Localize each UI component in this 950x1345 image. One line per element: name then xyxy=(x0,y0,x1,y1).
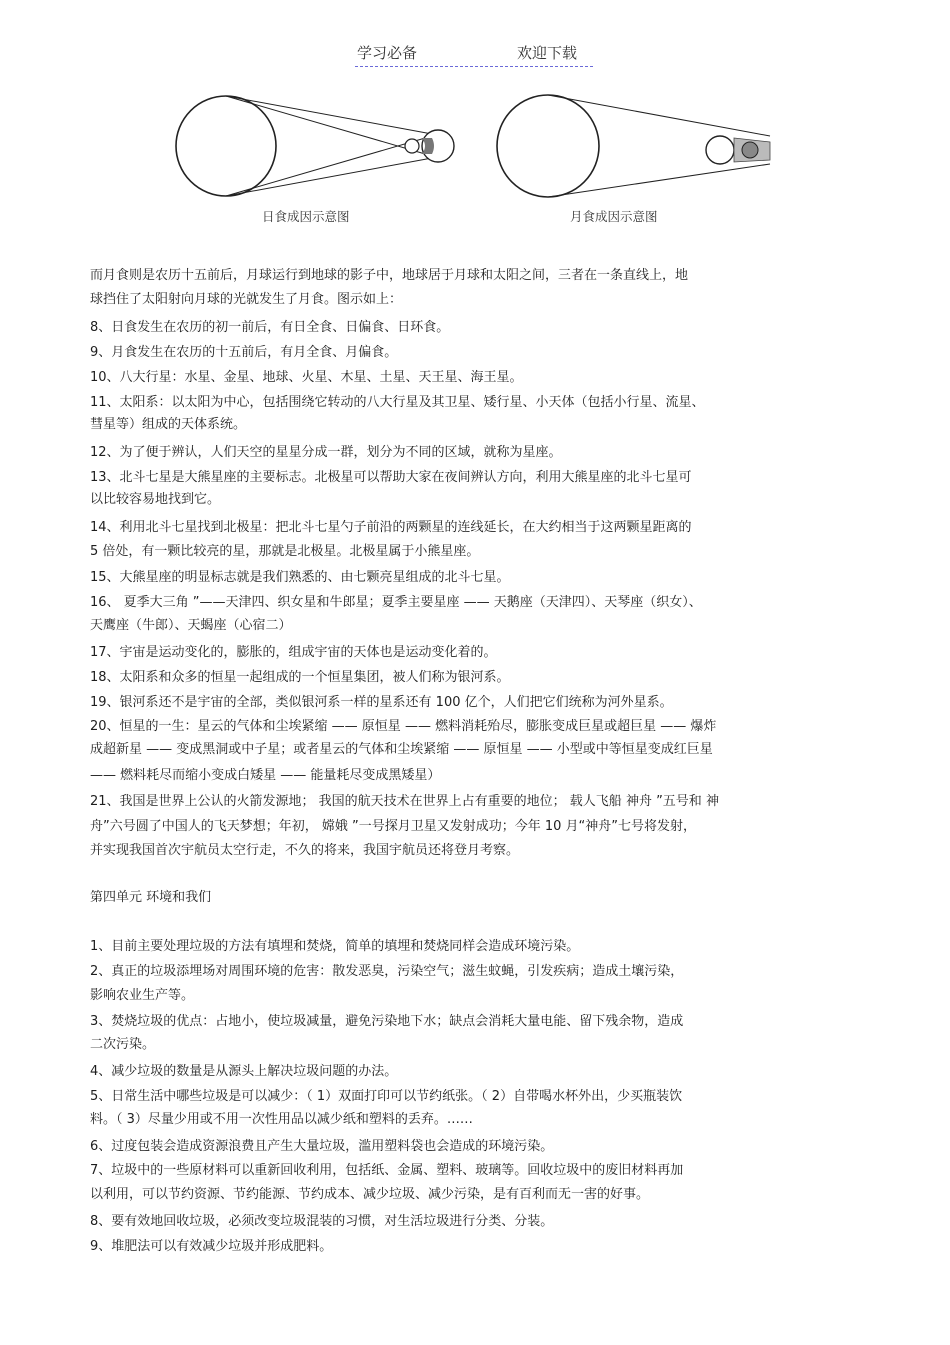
text-line: 15、大熊星座的明显标志就是我们熟悉的、由七颗亮星组成的北斗七星。 xyxy=(90,570,510,585)
solar-eclipse-diagram xyxy=(170,92,470,212)
ray-line xyxy=(226,96,432,134)
sun-shape xyxy=(497,95,599,197)
text-line: 10、八大行星：水星、金星、地球、火星、木星、土星、天王星、海王星。 xyxy=(90,370,523,385)
text-line: 5 倍处，有一颗比较亮的星，那就是北极星。北极星属于小熊星座。 xyxy=(90,544,480,559)
text-line: 4、减少垃圾的数量是从源头上解决垃圾问题的办法。 xyxy=(90,1064,398,1079)
text-line: 彗星等）组成的天体系统。 xyxy=(90,417,247,432)
text-line: 11、太阳系：以太阳为中心，包括围绕它转动的八大行星及其卫星、矮行星、小天体（包括小行星、流星、 xyxy=(90,395,705,410)
solar-eclipse-caption: 日食成因示意图 xyxy=(262,209,350,224)
text-line: 16、 夏季大三角 ”——天津四、织女星和牛郎星；夏季主要星座 —— 天鹅座（天津四）、天琴座（织女）、 xyxy=(90,595,702,610)
text-line: 料。（ 3）尽量少用或不用一次性用品以减少纸和塑料的丢弃。…… xyxy=(90,1112,473,1127)
text-line: 20、恒星的一生：星云的气体和尘埃紧缩 —— 原恒星 —— 燃料消耗殆尽，膨胀变成巨星或超巨星 —— 爆炸 xyxy=(90,719,717,734)
text-line: 6、过度包装会造成资源浪费且产生大量垃圾，滥用塑料袋也会造成的环境污染。 xyxy=(90,1139,554,1154)
text-line: 7、垃圾中的一些原材料可以重新回收利用，包括纸、金属、塑料、玻璃等。回收垃圾中的废旧材料再加 xyxy=(90,1163,684,1178)
text-line: 5、日常生活中哪些垃圾是可以减少：（ 1）双面打印可以节约纸张。（ 2）自带喝水杯外出，少买瓶装饮 xyxy=(90,1089,683,1104)
text-line: 以利用，可以节约资源、节约能源、节约成本、减少垃圾、减少污染，是有百利而无一害的好事。 xyxy=(90,1187,650,1202)
text-line: 1、目前主要处理垃圾的方法有填埋和焚烧，简单的填埋和焚烧同样会造成环境污染。 xyxy=(90,939,580,954)
ray-line xyxy=(226,136,432,196)
text-line: 19、银河系还不是宇宙的全部，类似银河系一样的星系还有 100 亿个，人们把它们统称为河外星系。 xyxy=(90,695,673,710)
text-line: 13、北斗七星是大熊星座的主要标志。北极星可以帮助大家在夜间辨认方向，利用大熊星座的北斗七星可 xyxy=(90,470,692,485)
text-line: 成超新星 —— 变成黑洞或中子星；或者星云的气体和尘埃紧缩 —— 原恒星 —— 小型或中等恒星变成红巨星 xyxy=(90,742,713,757)
text-line: 以比较容易地找到它。 xyxy=(90,492,221,507)
moon-shape xyxy=(742,142,758,158)
ray-line xyxy=(548,164,770,197)
ray-line xyxy=(226,158,432,196)
text-line: 9、月食发生在农历的十五前后，有月全食、月偏食。 xyxy=(90,345,398,360)
lunar-eclipse-caption: 月食成因示意图 xyxy=(570,209,658,224)
ray-line xyxy=(548,95,770,136)
text-line: 18、太阳系和众多的恒星一起组成的一个恒星集团，被人们称为银河系。 xyxy=(90,670,510,685)
section-heading: 第四单元 环境和我们 xyxy=(90,890,212,905)
ray-line xyxy=(226,96,432,156)
header-right-text: 欢迎下载 xyxy=(517,44,578,62)
text-line: 9、堆肥法可以有效减少垃圾并形成肥料。 xyxy=(90,1239,333,1254)
text-line: 8、要有效地回收垃圾，必须改变垃圾混装的习惯，对生活垃圾进行分类、分装。 xyxy=(90,1214,554,1229)
text-line: 8、日食发生在农历的初一前后，有日全食、日偏食、日环食。 xyxy=(90,320,450,335)
text-line: 12、为了便于辨认，人们天空的星星分成一群，划分为不同的区域，就称为星座。 xyxy=(90,445,562,460)
text-line: 14、利用北斗七星找到北极星：把北斗七星勺子前沿的两颗星的连线延长，在大约相当于这两颗星距离的 xyxy=(90,520,692,535)
text-line: 舟”六号圆了中国人的飞天梦想；年初， 嫦娥 ”一号探月卫星又发射成功；今年 10 月“神舟”七号将发射， xyxy=(90,819,697,834)
text-line: 21、我国是世界上公认的火箭发源地； 我国的航天技术在世界上占有重要的地位； 载人飞船 神舟 ”五号和 神 xyxy=(90,794,719,809)
header-left-text: 学习必备 xyxy=(357,44,418,62)
text-line: 天鹰座（牛郎）、天蝎座（心宿二） xyxy=(90,618,292,633)
text-line: 2、真正的垃圾添埋场对周围环境的危害：散发恶臭，污染空气；滋生蚊蝇，引发疾病；造成土壤污染， xyxy=(90,964,684,979)
lunar-eclipse-diagram xyxy=(492,92,782,212)
page-header xyxy=(355,42,593,67)
earth-shape xyxy=(706,136,734,164)
text-line: 二次污染。 xyxy=(90,1037,156,1052)
text-line: —— 燃料耗尽而缩小变成白矮星 —— 能量耗尽变成黑矮星） xyxy=(90,768,441,783)
text-line: 而月食则是农历十五前后，月球运行到地球的影子中，地球居于月球和太阳之间，三者在一条直线上，地 xyxy=(90,268,689,283)
sun-shape xyxy=(176,96,276,196)
text-line: 并实现我国首次宇航员太空行走，不久的将来，我国宇航员还将登月考察。 xyxy=(90,843,520,858)
text-line: 球挡住了太阳射向月球的光就发生了月食。图示如上： xyxy=(90,292,403,307)
text-line: 影响农业生产等。 xyxy=(90,988,195,1003)
text-line: 17、宇宙是运动变化的，膨胀的，组成宇宙的天体也是运动变化着的。 xyxy=(90,645,497,660)
moon-shape xyxy=(405,139,419,153)
text-line: 3、焚烧垃圾的优点：占地小，使垃圾减量，避免污染地下水；缺点会消耗大量电能、留下残余物，造成 xyxy=(90,1014,684,1029)
